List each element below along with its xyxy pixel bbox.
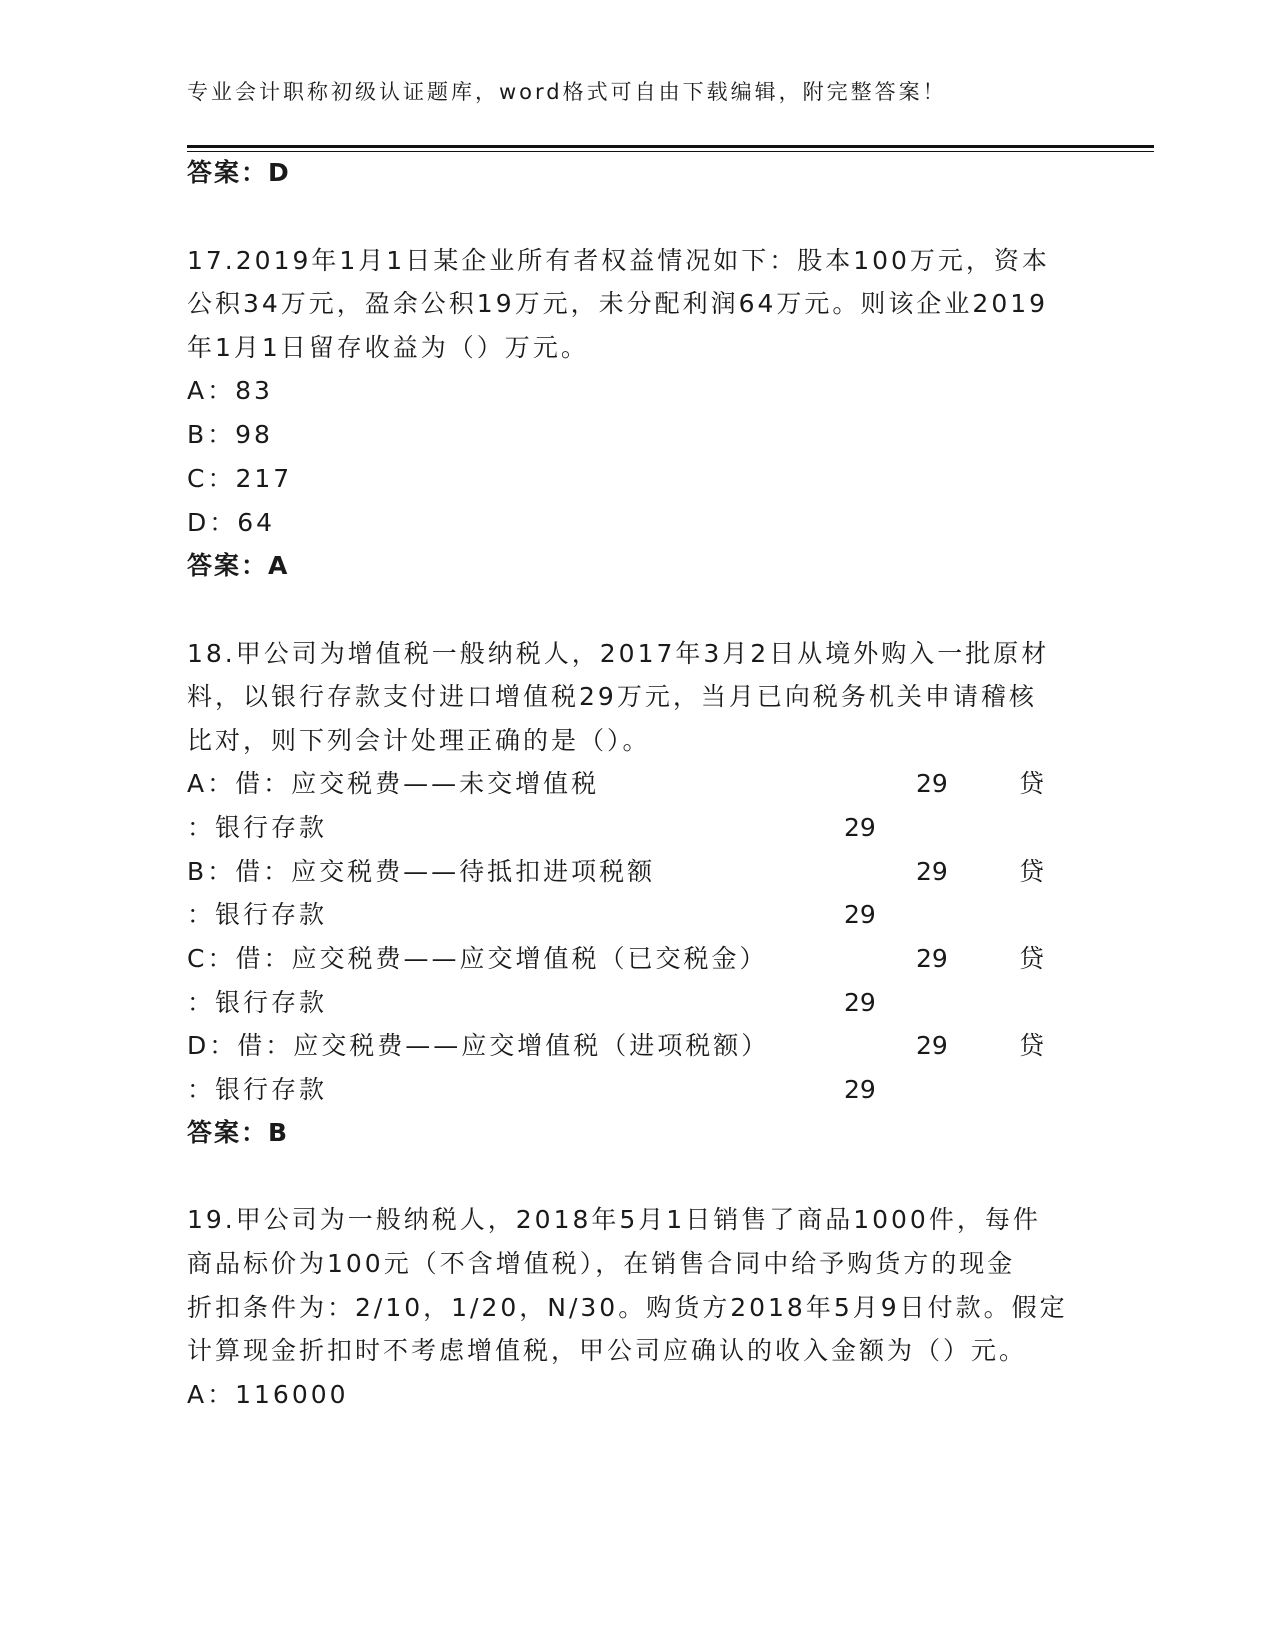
option-a: A：83 — [187, 376, 273, 405]
question-text-line: 18.甲公司为增值税一般纳税人，2017年3月2日从境外购入一批原材 — [187, 639, 1050, 668]
option-d-credit-label: 贷 — [1019, 1031, 1045, 1060]
option-c-debit: C：借：应交税费——应交增值税（已交税金） — [187, 944, 768, 973]
header-divider-thick — [187, 145, 1154, 148]
question-text-line: 商品标价为100元（不含增值税），在销售合同中给予购货方的现金 — [187, 1249, 1016, 1278]
answer-18: 答案：B — [187, 1118, 290, 1147]
question-text-line: 19.甲公司为一般纳税人，2018年5月1日销售了商品1000件，每件 — [187, 1205, 1041, 1234]
option-b-credit: ：银行存款 — [187, 900, 328, 929]
option-d-debit-amount: 29 — [916, 1031, 948, 1060]
option-b-debit-amount: 29 — [916, 857, 948, 886]
option-a-debit: A：借：应交税费——未交增值税 — [187, 769, 600, 798]
header-divider-thin — [187, 151, 1154, 152]
option-b: B：98 — [187, 420, 273, 449]
option-d: D：64 — [187, 508, 276, 537]
page-header: 专业会计职称初级认证题库，word格式可自由下载编辑，附完整答案！ — [187, 80, 947, 104]
option-c-credit: ：银行存款 — [187, 988, 328, 1017]
option-c-credit-label: 贷 — [1019, 944, 1045, 973]
question-text-line: 计算现金折扣时不考虑增值税，甲公司应确认的收入金额为（）元。 — [187, 1336, 1028, 1365]
option-a-debit-amount: 29 — [916, 769, 948, 798]
question-text-line: 公积34万元，盈余公积19万元，未分配利润64万元。则该企业2019 — [187, 289, 1049, 318]
option-d-credit: ：银行存款 — [187, 1075, 328, 1104]
option-a: A：116000 — [187, 1380, 349, 1409]
option-d-debit: D：借：应交税费——应交增值税（进项税额） — [187, 1031, 770, 1060]
option-a-credit-amount: 29 — [844, 813, 876, 842]
option-d-credit-amount: 29 — [844, 1075, 876, 1104]
option-c-credit-amount: 29 — [844, 988, 876, 1017]
question-text-line: 17.2019年1月1日某企业所有者权益情况如下：股本100万元，资本 — [187, 246, 1050, 275]
option-c: C：217 — [187, 464, 293, 493]
option-c-debit-amount: 29 — [916, 944, 948, 973]
answer-17: 答案：A — [187, 551, 290, 580]
option-a-credit-label: 贷 — [1019, 769, 1045, 798]
option-b-credit-label: 贷 — [1019, 857, 1045, 886]
question-text-line: 料，以银行存款支付进口增值税29万元，当月已向税务机关申请稽核 — [187, 682, 1037, 711]
option-b-debit: B：借：应交税费——待抵扣进项税额 — [187, 857, 656, 886]
option-a-credit: ：银行存款 — [187, 813, 328, 842]
question-text-line: 折扣条件为：2/10，1/20，N/30。购货方2018年5月9日付款。假定 — [187, 1293, 1068, 1322]
option-b-credit-amount: 29 — [844, 900, 876, 929]
question-text-line: 年1月1日留存收益为（）万元。 — [187, 333, 589, 362]
question-text-line: 比对，则下列会计处理正确的是（）。 — [187, 726, 651, 755]
previous-answer: 答案：D — [187, 158, 291, 187]
